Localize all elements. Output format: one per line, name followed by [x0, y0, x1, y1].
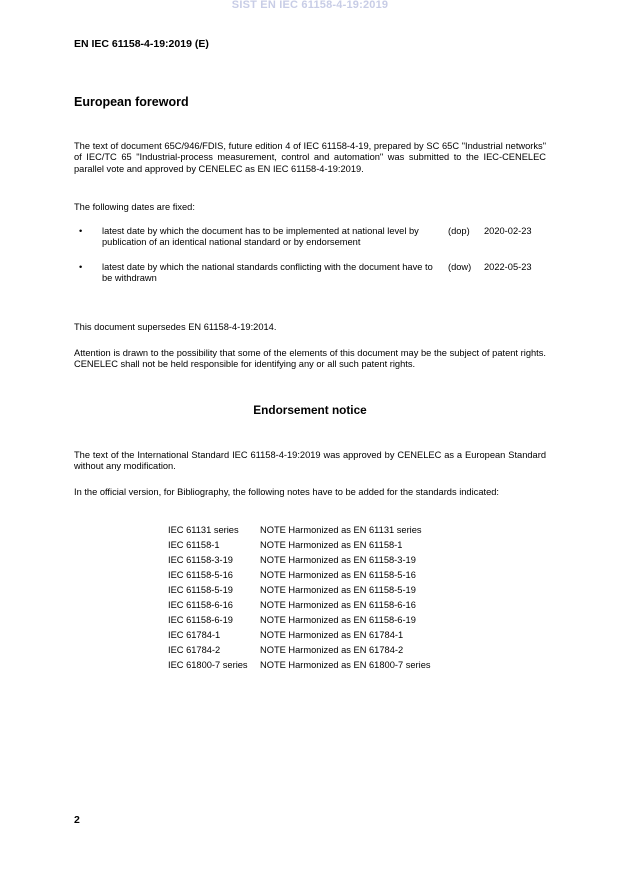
page-number: 2 [74, 814, 80, 826]
standard-ref: IEC 61784-2 [168, 645, 221, 655]
harmonized-note: NOTE Harmonized as EN 61800-7 series [260, 660, 431, 670]
standard-ref: IEC 61158-5-16 [168, 570, 233, 580]
standard-ref: IEC 61158-6-19 [168, 615, 233, 625]
harmonized-note: NOTE Harmonized as EN 61784-2 [260, 645, 404, 655]
date-description: latest date by which the document has to be implemented at national level by publication of an identical national standard or by endorsement [102, 226, 419, 248]
document-identifier: EN IEC 61158-4-19:2019 (E) [74, 38, 209, 50]
date-abbreviation: (dop) [448, 226, 470, 236]
supersedes-paragraph: This document supersedes EN 61158-4-19:2014. [74, 322, 277, 332]
harmonized-note: NOTE Harmonized as EN 61131 series [260, 525, 422, 535]
standard-ref: IEC 61158-1 [168, 540, 220, 550]
harmonized-note: NOTE Harmonized as EN 61158-5-16 [260, 570, 416, 580]
harmonized-note: NOTE Harmonized as EN 61784-1 [260, 630, 404, 640]
endorsement-paragraph: The text of the International Standard IEC 61158-4-19:2019 was approved by CENELEC as a European Standard without any modification. [74, 450, 546, 472]
bullet: • [79, 226, 83, 236]
date-row-dop [74, 226, 546, 250]
date-value: 2022-05-23 [484, 262, 532, 272]
standard-ref: IEC 61800-7 series [168, 660, 248, 670]
date-description: latest date by which the national standards conflicting with the document have to be withdrawn [102, 262, 433, 284]
harmonized-note: NOTE Harmonized as EN 61158-6-16 [260, 600, 416, 610]
standard-ref: IEC 61158-5-19 [168, 585, 233, 595]
patent-attention-paragraph: Attention is drawn to the possibility that some of the elements of this document may be the subject of patent rights. CENELEC shall not be held responsible for identifying any or all such patent rights. [74, 348, 546, 370]
harmonized-note: NOTE Harmonized as EN 61158-1 [260, 540, 403, 550]
dates-intro: The following dates are fixed: [74, 202, 195, 212]
endorsement-heading: Endorsement notice [253, 403, 367, 417]
harmonized-note: NOTE Harmonized as EN 61158-6-19 [260, 615, 416, 625]
standard-ref: IEC 61131 series [168, 525, 239, 535]
date-abbreviation: (dow) [448, 262, 472, 272]
bullet: • [79, 262, 83, 272]
date-value: 2020-02-23 [484, 226, 532, 236]
standard-ref: IEC 61784-1 [168, 630, 221, 640]
harmonized-note: NOTE Harmonized as EN 61158-5-19 [260, 585, 416, 595]
standard-ref: IEC 61158-3-19 [168, 555, 233, 565]
foreword-heading: European foreword [74, 95, 189, 109]
date-row-dow [74, 262, 546, 286]
harmonized-note: NOTE Harmonized as EN 61158-3-19 [260, 555, 416, 565]
standard-ref: IEC 61158-6-16 [168, 600, 233, 610]
notes-intro-paragraph: In the official version, for Bibliography, the following notes have to be added for the standards indicated: [74, 487, 499, 497]
foreword-intro-paragraph: The text of document 65C/946/FDIS, future edition 4 of IEC 61158-4-19, prepared by SC 65C "Industrial networks" of IEC/TC 65 "Industrial-process measurement, control and automation" was submitted to the IEC-CENELEC parallel vote and approved by CENELEC as EN IEC 61158-4-19:2019. [74, 141, 546, 174]
watermark: SIST EN IEC 61158-4-19:2019 [231, 0, 389, 11]
